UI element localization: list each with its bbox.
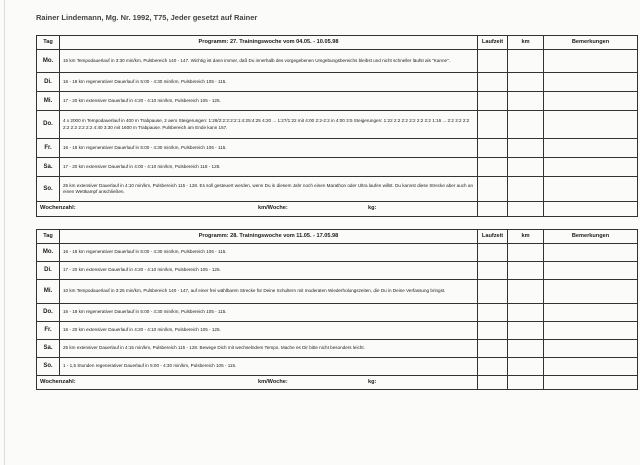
- laufzeit-cell: [478, 139, 508, 158]
- summary-laufzeit: [478, 202, 508, 217]
- day-cell: Do.: [37, 111, 60, 139]
- laufzeit-cell: [478, 177, 508, 202]
- remarks-cell: [544, 73, 638, 92]
- table-row: [37, 244, 638, 262]
- km-cell: [508, 358, 544, 376]
- remarks-cell: [544, 92, 638, 111]
- day-cell: Fr.: [37, 139, 60, 158]
- remarks-cell: [544, 262, 638, 280]
- summary-row: [37, 376, 638, 390]
- day-cell: So.: [37, 177, 60, 202]
- summary-laufzeit: [478, 376, 508, 390]
- program-cell: 16 - 18 km regenerativer Dauerlauf in 5:00 - 4:30 min/km, Pulsbereich 105 - 115.: [60, 73, 478, 92]
- day-cell: Mo.: [37, 50, 60, 73]
- program-cell: 17 - 20 km extensiver Dauerlauf in 4:20 - 4:10 min/km, Pulsbereich 105 - 125.: [60, 92, 478, 111]
- laufzeit-cell: [478, 111, 508, 139]
- remarks-cell: [544, 280, 638, 304]
- day-cell: Di.: [37, 262, 60, 280]
- table-header-row: [37, 230, 638, 244]
- km-cell: [508, 280, 544, 304]
- kg-label: kg:: [368, 378, 377, 385]
- day-cell: Di.: [37, 73, 60, 92]
- km-cell: [508, 73, 544, 92]
- table-row: [37, 177, 638, 202]
- laufzeit-cell: [478, 322, 508, 340]
- day-cell: Sa.: [37, 158, 60, 177]
- week-title: Programm: 28. Trainingswoche vom 11.05. - 17.05.98: [60, 230, 478, 244]
- km-cell: [508, 139, 544, 158]
- summary-km: [508, 202, 544, 217]
- kg-label: kg:: [368, 205, 377, 212]
- table-row: [37, 158, 638, 177]
- table-row: [37, 73, 638, 92]
- day-cell: Do.: [37, 304, 60, 322]
- table-row: [37, 92, 638, 111]
- km-cell: [508, 244, 544, 262]
- program-cell: 17 - 20 km extensiver Dauerlauf in 4:20 - 4:10 min/km, Pulsbereich 105 - 125.: [60, 262, 478, 280]
- table-row: [37, 262, 638, 280]
- table-row: [37, 139, 638, 158]
- day-cell: Fr.: [37, 322, 60, 340]
- program-cell: 17 - 20 km extensiver Dauerlauf in 4:00 - 4:10 min/km, Pulsbereich 118 - 128.: [60, 158, 478, 177]
- table-row: [37, 304, 638, 322]
- table-row: [37, 280, 638, 304]
- remarks-cell: [544, 50, 638, 73]
- km-cell: [508, 304, 544, 322]
- summary-row: [37, 202, 638, 217]
- remarks-cell: [544, 244, 638, 262]
- wochenzahl-label: Wochenzahl:: [40, 205, 76, 212]
- day-cell: So.: [37, 358, 60, 376]
- laufzeit-cell: [478, 280, 508, 304]
- day-cell: Mi.: [37, 92, 60, 111]
- day-cell: Sa.: [37, 340, 60, 358]
- program-cell: 15 km Tempodauerlauf in 3:30 min/km, Pulsbereich 140 - 147. Wichtig ist dann immer, daß Du innerhalb des vorgegebenen Umgebungsbereichs bleibst und nicht schneller läufst als "Kanne".: [60, 50, 478, 73]
- table-row: [37, 340, 638, 358]
- remarks-cell: [544, 177, 638, 202]
- summary-km: [508, 376, 544, 390]
- program-cell: 16 - 18 km regenerativer Dauerlauf in 5:00 - 4:30 min/km, Pulsbereich 105 - 115.: [60, 304, 478, 322]
- km-cell: [508, 340, 544, 358]
- laufzeit-cell: [478, 50, 508, 73]
- table-header-row: [37, 36, 638, 50]
- summary-remarks: [544, 376, 638, 390]
- km-cell: [508, 322, 544, 340]
- wochenzahl-label: Wochenzahl:: [40, 378, 76, 385]
- day-cell: Mi.: [37, 280, 60, 304]
- document-header: Rainer Lindemann, Mg. Nr. 1992, T75, Jeder gesetzt auf Rainer: [36, 13, 258, 22]
- week-27-table: [36, 35, 638, 217]
- summary-remarks: [544, 202, 638, 217]
- col-bemerkungen: Bemerkungen: [544, 230, 638, 244]
- km-cell: [508, 92, 544, 111]
- km-cell: [508, 158, 544, 177]
- col-bemerkungen: Bemerkungen: [544, 36, 638, 50]
- program-cell: 4 x 2000 m Tempodauerlauf in 400 m Trabpause, 2 aero Steigerungen: 1:28/2:2:2:2:2:1:4:25:4:25 4:20 ... 1:27/1:22 mit 4:00 2:2-2:2 in 4:00 3:5 Steigerungen: 1:22 2:2 2:2 2:2 2:2 2:2 1:16 ... 2:2 2:2 2:2 2:2 2:2 2:2 2:2 4:40 3:30 mit 1600 m Trabpause. Pulsbereich am Ende kann 157.: [60, 111, 478, 139]
- laufzeit-cell: [478, 73, 508, 92]
- laufzeit-cell: [478, 340, 508, 358]
- week-title: Programm: 27. Trainingswoche vom 04.05. - 10.05.98: [60, 36, 478, 50]
- km-cell: [508, 177, 544, 202]
- program-cell: 16 - 20 km extensiver Dauerlauf in 4:20 - 4:10 min/km, Pulsbereich 105 - 125.: [60, 322, 478, 340]
- col-tag: Tag: [37, 230, 60, 244]
- program-cell: 25 km extensiver Dauerlauf in 4:10 min/km, Pulsbereich 115 - 128. Es soll gesteuert werden, wenn Du in diesem Jahr noch einen Marathon oder Ultra laufen willst. Du kannst diese Strecke aber auch an einen Wettkampf anschließen.: [60, 177, 478, 202]
- remarks-cell: [544, 139, 638, 158]
- remarks-cell: [544, 358, 638, 376]
- summary-cell: [37, 202, 478, 217]
- remarks-cell: [544, 304, 638, 322]
- laufzeit-cell: [478, 358, 508, 376]
- col-laufzeit: Laufzeit: [478, 230, 508, 244]
- col-km: km: [508, 230, 544, 244]
- summary-cell: [37, 376, 478, 390]
- table-row: [37, 358, 638, 376]
- laufzeit-cell: [478, 158, 508, 177]
- program-cell: 25 km extensiver Dauerlauf in 4:15 min/km, Pulsbereich 115 - 128. Bewege Dich mit wechselndem Tempo. Mache es Dir bitte nicht besonders leicht.: [60, 340, 478, 358]
- table-row: [37, 111, 638, 139]
- col-km: km: [508, 36, 544, 50]
- table-row: [37, 50, 638, 73]
- km-cell: [508, 50, 544, 73]
- program-cell: 16 - 18 km regenerativer Dauerlauf in 5:00 - 4:30 min/km, Pulsbereich 105 - 115.: [60, 139, 478, 158]
- week-28-table: [36, 229, 638, 390]
- km-cell: [508, 262, 544, 280]
- remarks-cell: [544, 322, 638, 340]
- laufzeit-cell: [478, 244, 508, 262]
- table-row: [37, 322, 638, 340]
- day-cell: Mo.: [37, 244, 60, 262]
- program-cell: 10 km Tempodauerlauf in 3:25 min/km, Pulsbereich 140 - 147, auf einer frei wählbaren Strecke für Deine Schultern mit moderaten Wiederholungszeiten, die Du in Deine Verfassung bringst.: [60, 280, 478, 304]
- program-cell: 16 - 18 km regenerativer Dauerlauf in 5:00 - 4:30 min/km, Pulsbereich 105 - 115.: [60, 244, 478, 262]
- laufzeit-cell: [478, 262, 508, 280]
- laufzeit-cell: [478, 92, 508, 111]
- scan-edge-line: [4, 0, 5, 465]
- remarks-cell: [544, 340, 638, 358]
- program-cell: 1 - 1,5 Stunden regenerativer Dauerlauf in 5:00 - 4:30 min/km, Pulsbereich 105 - 115.: [60, 358, 478, 376]
- laufzeit-cell: [478, 304, 508, 322]
- km-per-week-label: km/Woche:: [258, 378, 288, 385]
- remarks-cell: [544, 111, 638, 139]
- col-tag: Tag: [37, 36, 60, 50]
- col-laufzeit: Laufzeit: [478, 36, 508, 50]
- km-per-week-label: km/Woche:: [258, 205, 288, 212]
- km-cell: [508, 111, 544, 139]
- remarks-cell: [544, 158, 638, 177]
